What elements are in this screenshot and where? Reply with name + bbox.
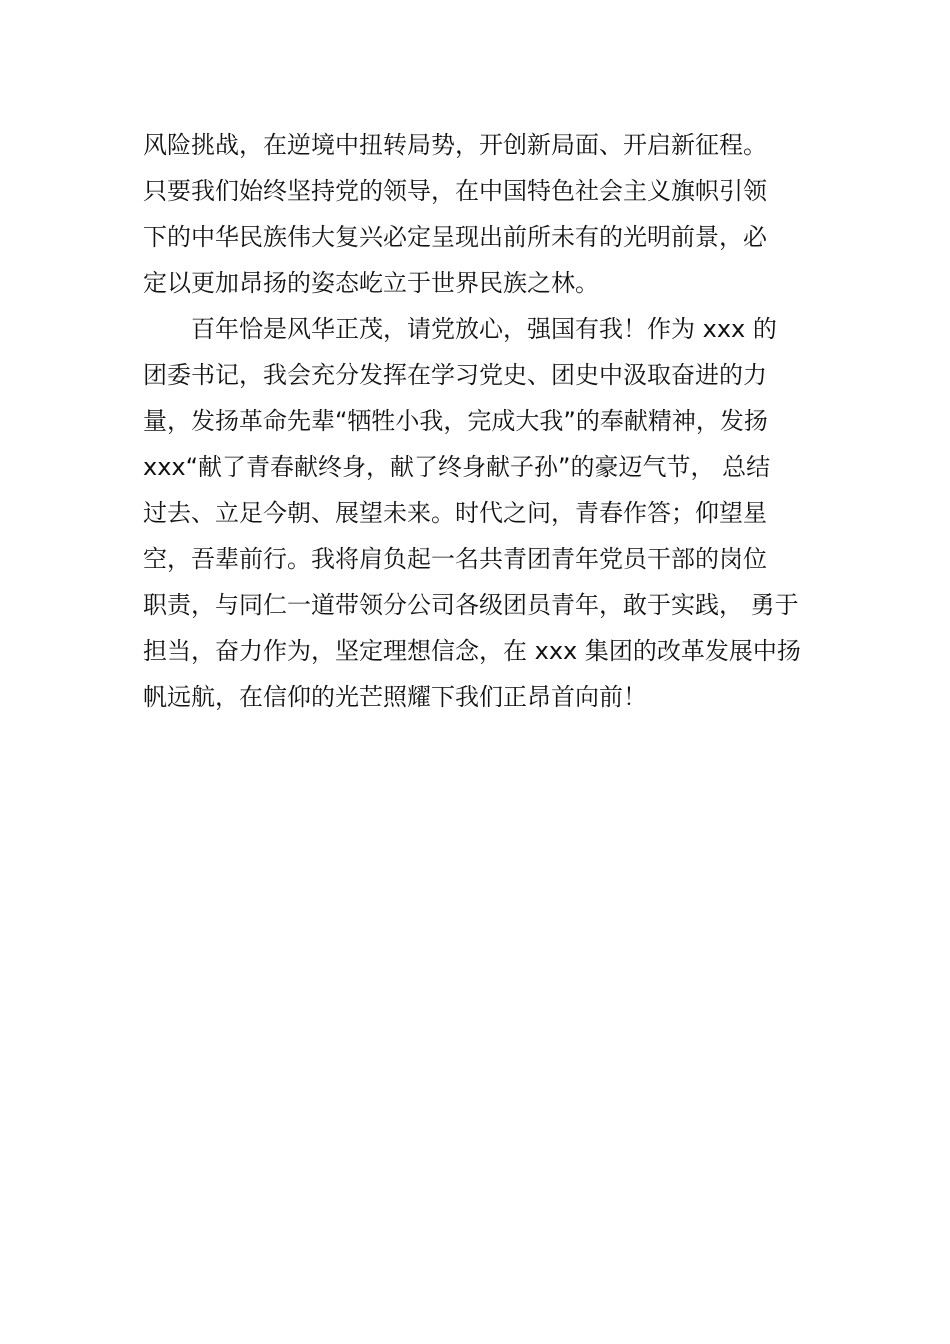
- paragraph-line: 百年恰是风华正茂，请党放心，强国有我！作为 xxx 的: [191, 315, 777, 343]
- paragraph-line: 空，吾辈前行。我将肩负起一名共青团青年党员干部的岗位: [143, 545, 767, 573]
- paragraph-line: 过去、立足今朝、展望未来。时代之问，青春作答；仰望星: [143, 499, 767, 527]
- paragraph-line: 定以更加昂扬的姿态屹立于世界民族之林。: [143, 269, 599, 297]
- paragraph-line: xxx“献了青春献终身，献了终身献子孙”的豪迈气节， 总结: [143, 453, 771, 481]
- paragraph-line: 团委书记，我会充分发挥在学习党史、团史中汲取奋进的力: [143, 361, 767, 389]
- paragraph-line: 职责，与同仁一道带领分公司各级团员青年，敢于实践， 勇于: [143, 591, 799, 619]
- paragraph-line: 量，发扬革命先辈“牺牲小我，完成大我”的奉献精神，发扬: [143, 407, 768, 435]
- paragraph-line: 担当，奋力作为，坚定理想信念，在 xxx 集团的改革发展中扬: [143, 637, 801, 665]
- paragraph-line: 只要我们始终坚持党的领导，在中国特色社会主义旗帜引领: [143, 177, 767, 205]
- paragraph-line: 帆远航，在信仰的光芒照耀下我们正昂首向前！: [143, 683, 647, 711]
- document-body: [143, 122, 833, 720]
- paragraph-1: [143, 122, 833, 306]
- paragraph-line: 下的中华民族伟大复兴必定呈现出前所未有的光明前景，必: [143, 223, 767, 251]
- paragraph-2: [143, 306, 833, 720]
- paragraph-line: 风险挑战，在逆境中扭转局势，开创新局面、开启新征程。: [143, 131, 767, 159]
